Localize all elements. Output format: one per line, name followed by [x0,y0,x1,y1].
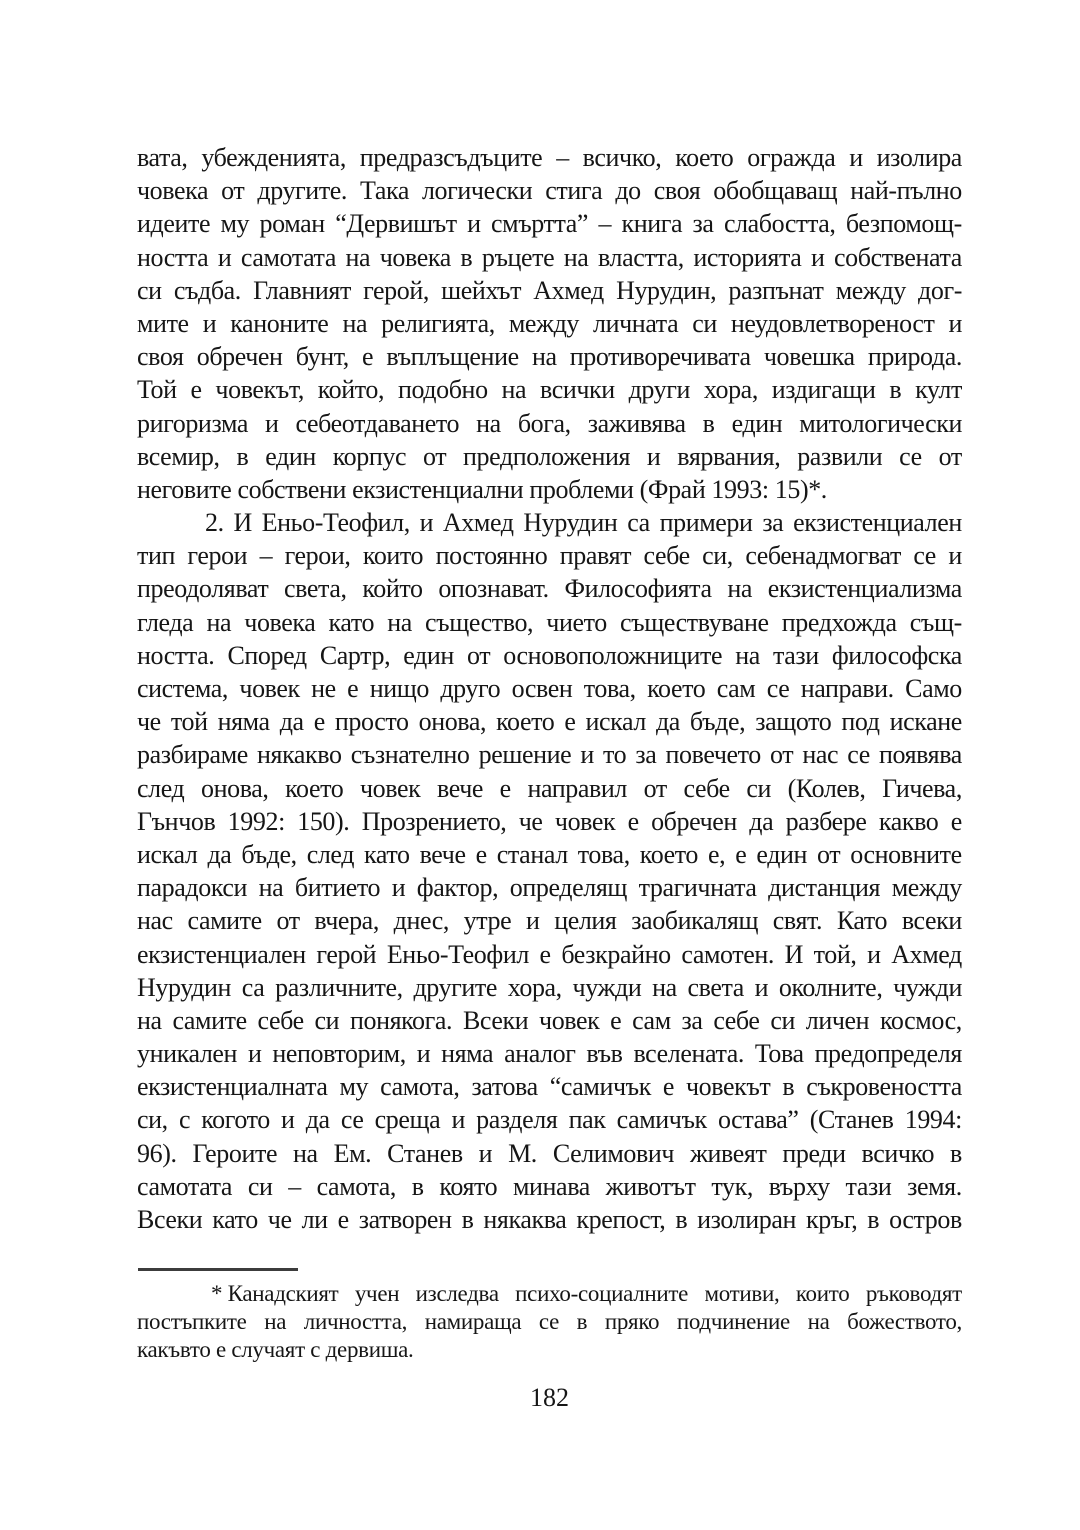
text-line: * Канадският учен изследва психо-социалните мотиви, които ръководят [211,1281,962,1306]
body-text [137,141,962,1236]
text-line: вата, убежденията, предразсъдъците – всичко, което огражда и изолира [137,143,962,172]
text-line: на самите себе си понякога. Всеки човек е сам за себе си личен космос, [137,1005,962,1035]
text-line: разбираме някакво съзнателно решение и то за повечето от нас се появява [137,740,962,770]
text-line: ригоризма и себеотдаването на бога, заживява в един митологически [137,408,962,438]
text-line: какъвто е случаят с дервиша. [137,1336,414,1362]
text-line: постъпките на личността, намираща се в пряко подчинение на божеството, [137,1308,962,1334]
text-line: мите и каноните на религията, между личната си неудовлетвореност и [137,308,962,338]
text-line: ността. Според Сартр, един от основоположниците на тази философска [137,640,962,670]
text-line: Нурудин са различните, другите хора, чужди на света и околните, чужди [137,972,962,1002]
text-line: система, човек не е нищо друго освен това, което сам се направи. Само [137,674,962,703]
text-line: Всеки като че ли е затворен в някаква крепост, в изолиран кръг, в остров [137,1205,962,1234]
text-line: че той няма да е просто онова, което е искал да бъде, защото под искане [137,707,962,737]
text-line: нас самите от вчера, днес, утре и целия заобикалящ свят. Като всеки [137,906,962,936]
text-line: си съдба. Главният герой, шейхът Ахмед Нурудин, разпънат между дог- [137,275,962,305]
text-line: Гънчов 1992: 150). Прозрението, че човек е обречен да разбере какво е [137,806,962,836]
text-line: идеите му роман “Дервишът и смъртта” – книга за слабостта, безпомощ- [137,209,962,239]
text-line: 96). Героите на Ем. Станев и М. Селимович живеят преди всичко в [137,1138,962,1168]
text-line: човека от другите. Така логически стига до своя обобщаващ най-пълно [137,176,962,206]
text-line: тип герои – герои, които постоянно правят себе си, себенадмогват се и [137,541,962,571]
text-line: неговите собствени екзистенциални проблеми (Фрай 1993: 15)*. [137,474,827,504]
text-line: си, с когото и да се среща и разделя пак самичък остава” (Станев 1994: [137,1105,962,1135]
paragraph-2 [137,506,962,1236]
footnote [137,1280,962,1363]
text-line: ността и самотата на човека в ръцете на властта, историята и собствената [137,242,962,272]
text-line: уникален и неповторим, и няма аналог във вселената. Това предопределя [137,1039,962,1069]
footnote-separator [138,1268,298,1271]
text-line: екзистенциален герой Еньо-Теофил е безкрайно самотен. И той, и Ахмед [137,939,962,969]
text-line: всемир, в един корпус от предположения и вярвания, развили се от [137,441,962,471]
text-line: парадокси на битието и фактор, определящ трагичната дистанция между [137,873,962,903]
text-line: екзистенциалната му самота, затова “самичък е човекът в съкровеността [137,1072,962,1102]
text-line: преодоляват света, който опознават. Философията на екзистенциализма [137,574,962,604]
paragraph-continuation [137,141,962,506]
text-line: 2. И Еньо-Теофил, и Ахмед Нурудин са примери за екзистенциален [205,508,962,538]
text-line: своя обречен бунт, е въплъщение на противоречивата човешка природа. [137,342,962,372]
text-line: след онова, което човек вече е направил от себе си (Колев, Гичева, [137,773,962,803]
text-line: самотата си – самота, в която минава животът тук, върху тази земя. [137,1171,962,1201]
text-line: искал да бъде, след като вече е станал това, което е, е един от основните [137,839,962,869]
text-line: Той е човекът, който, подобно на всички други хора, издигащи в култ [137,375,962,405]
page-number: 182 [530,1383,569,1412]
text-line: гледа на човека като на същество, чието съществуване предхожда същ- [137,607,962,637]
